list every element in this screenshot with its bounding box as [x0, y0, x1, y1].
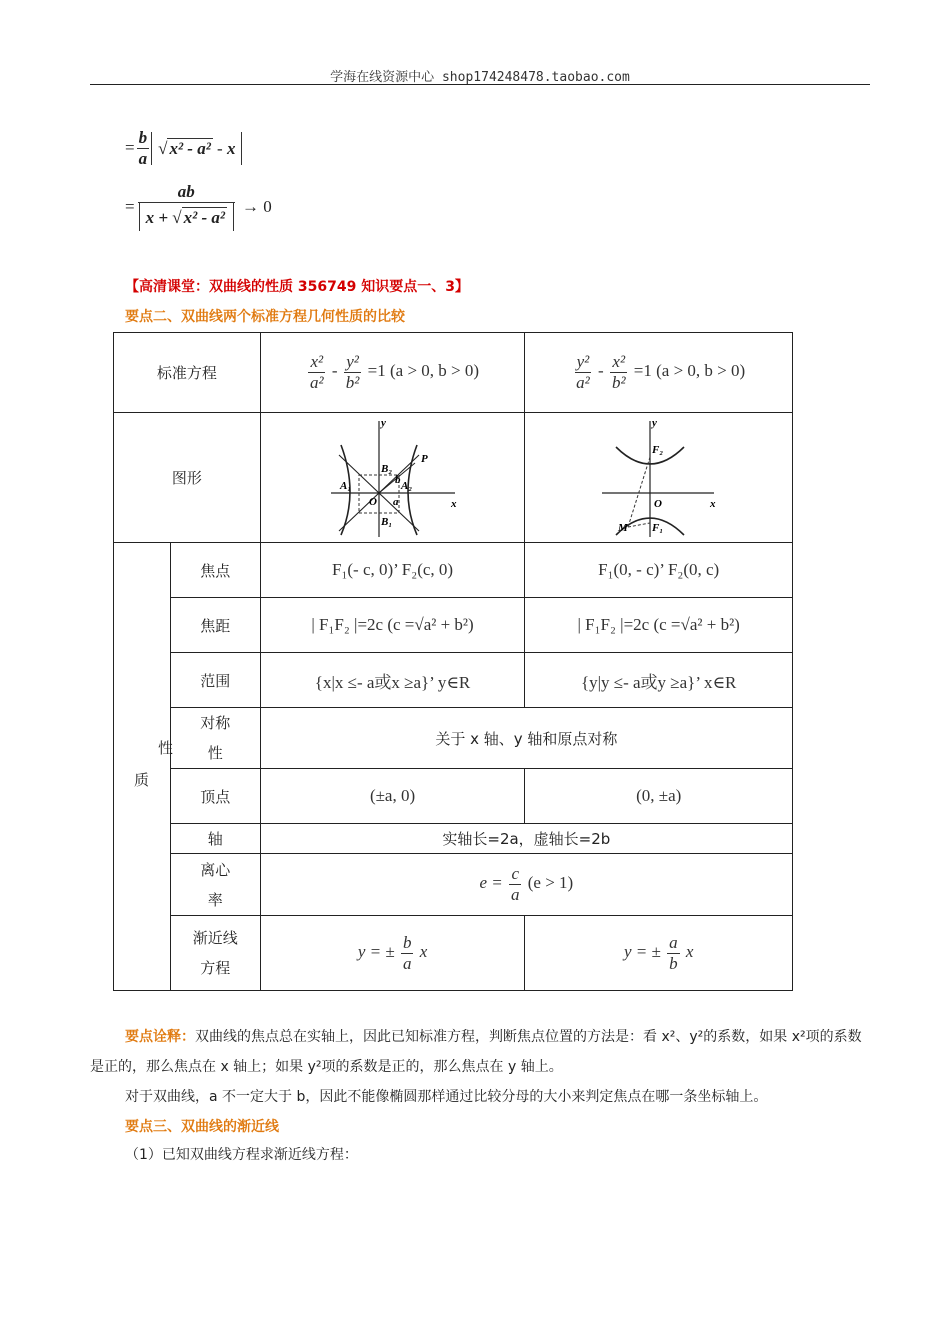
- denominator-abs: x + √ x² - a²: [139, 203, 234, 232]
- row-standard-equation: [114, 333, 793, 413]
- limit-arrow: → 0: [241, 196, 272, 216]
- a2-label: A₂: [400, 479, 412, 492]
- vertex-vertical: (0, ±a): [525, 769, 793, 824]
- range-horizontal: {x|x ≤- a或x ≥a}’ y∈R: [260, 653, 525, 708]
- focal-distance-vertical: | F₁F₂ |=2c (c =√a² + b²): [525, 598, 793, 653]
- paragraph-a-b-note: 对于双曲线，a 不一定大于 b，因此不能像椭圆那样通过比较分母的大小来判定焦点在哪一条坐标轴上。: [125, 1089, 768, 1105]
- f2-label: F₂: [651, 443, 663, 456]
- absolute-value: √ x² - a² - x: [151, 132, 242, 165]
- item-1-text: （1）已知双曲线方程求渐近线方程：: [125, 1147, 358, 1163]
- y-axis-label: y: [380, 416, 386, 429]
- row-focal-distance: [114, 598, 793, 653]
- label-eccentricity: 离心率: [170, 854, 260, 916]
- row-axis: [114, 824, 793, 854]
- a-label: a: [392, 495, 399, 508]
- comparison-table: [113, 332, 793, 991]
- equals-sign: =: [125, 138, 135, 158]
- symmetry-value: 关于 x 轴、y 轴和原点对称: [260, 708, 792, 769]
- b-label: b: [394, 473, 401, 486]
- label-range: 范围: [170, 653, 260, 708]
- figure-vertical-hyperbola: [525, 413, 793, 543]
- f1-label: F₁: [651, 521, 663, 534]
- page-header: 学海在线资源中心 shop174248478.taobao.com: [330, 70, 630, 85]
- eccentricity-value: e = $\frac{c}{a}$ (e > 1): [260, 854, 792, 916]
- axis-value: 实轴长=2a，虚轴长=2b: [260, 824, 792, 854]
- asymptote-vertical: y = ± $\frac{a}{b}$ x: [525, 916, 793, 991]
- m-label: M: [617, 521, 628, 534]
- section-2-title: 要点二、双曲线两个标准方程几何性质的比较: [125, 309, 405, 325]
- row-vertex: [114, 769, 793, 824]
- horizontal-hyperbola-diagram: [323, 417, 463, 539]
- figure-horizontal-hyperbola: [260, 413, 525, 543]
- p-label: P: [420, 452, 428, 465]
- equals-sign: =: [125, 196, 135, 216]
- formula-line-1: [125, 128, 242, 168]
- label-axis: 轴: [170, 824, 260, 854]
- sqrt-body: x² - a²: [169, 138, 211, 158]
- section-3-title: 要点三、双曲线的渐近线: [125, 1119, 279, 1135]
- a1-label: A₁: [339, 479, 351, 492]
- focus-vertical: F₁(0, - c)’ F₂(0, c): [525, 543, 793, 598]
- asymptote-horizontal: y = ± $\frac{b}{a}$ x: [260, 916, 525, 991]
- origin-label: O: [653, 497, 662, 510]
- fraction-ab: $\frac{ab}{\text{x + √ x² - a²}}$: [137, 182, 236, 231]
- label-focal-distance: 焦距: [170, 598, 260, 653]
- row-focus: [114, 543, 793, 598]
- label-symmetry: 对称性: [170, 708, 260, 769]
- focus-horizontal: F₁(- c, 0)’ F₂(c, 0): [260, 543, 525, 598]
- sqrt-sign: √: [172, 207, 182, 227]
- row-range: [114, 653, 793, 708]
- sqrt-sign: √: [158, 138, 168, 158]
- row-figure: [114, 413, 793, 543]
- x-axis-label: x: [709, 497, 716, 510]
- equation-horizontal: $\frac{\text{x²}}{\text{a²}}$ - $\frac{\text{y²}}{\text{b²}}$ =1 (a > 0, b > 0): [260, 333, 525, 413]
- row-eccentricity: [114, 854, 793, 916]
- equation-vertical: $\frac{\text{y²}}{\text{a²}}$ - $\frac{\text{x²}}{\text{b²}}$ =1 (a > 0, b > 0): [525, 333, 793, 413]
- property-group-label: 性 质: [114, 543, 171, 991]
- range-vertical: {y|y ≤- a或y ≥a}’ x∈R: [525, 653, 793, 708]
- row-asymptote: [114, 916, 793, 991]
- label-asymptote: 渐近线方程: [170, 916, 260, 991]
- y-axis-label: y: [651, 416, 657, 429]
- fraction-b-over-a: $\frac{b}{a}$: [138, 128, 148, 168]
- vertical-hyperbola-diagram: [594, 417, 724, 539]
- b1-label: B₁: [380, 515, 392, 528]
- key-point-explanation: [90, 1022, 875, 1082]
- x-axis-label: x: [450, 497, 457, 510]
- formula-line-2: [125, 182, 272, 231]
- focal-distance-horizontal: | F₁F₂ |=2c (c =√a² + b²): [260, 598, 525, 653]
- key-point-label: 要点诠释：: [125, 1029, 195, 1045]
- label-figure: 图形: [114, 413, 261, 543]
- origin-label: O: [368, 495, 377, 508]
- hd-classroom-note: 【高清课堂：双曲线的性质 356749 知识要点一、3】: [125, 279, 469, 295]
- header-divider: [90, 84, 870, 85]
- row-symmetry: [114, 708, 793, 769]
- label-focus: 焦点: [170, 543, 260, 598]
- label-vertex: 顶点: [170, 769, 260, 824]
- b2-label: B₂: [380, 462, 392, 475]
- label-standard-equation: 标准方程: [114, 333, 261, 413]
- key-point-text: 双曲线的焦点总在实轴上，因此已知标准方程，判断焦点位置的方法是：看 x²、y²的系数，如果 x²项的系数是正的，那么焦点在 x 轴上；如果 y²项的系数是正的，那么焦点在 y 轴上。: [90, 1029, 862, 1075]
- vertex-horizontal: (±a, 0): [260, 769, 525, 824]
